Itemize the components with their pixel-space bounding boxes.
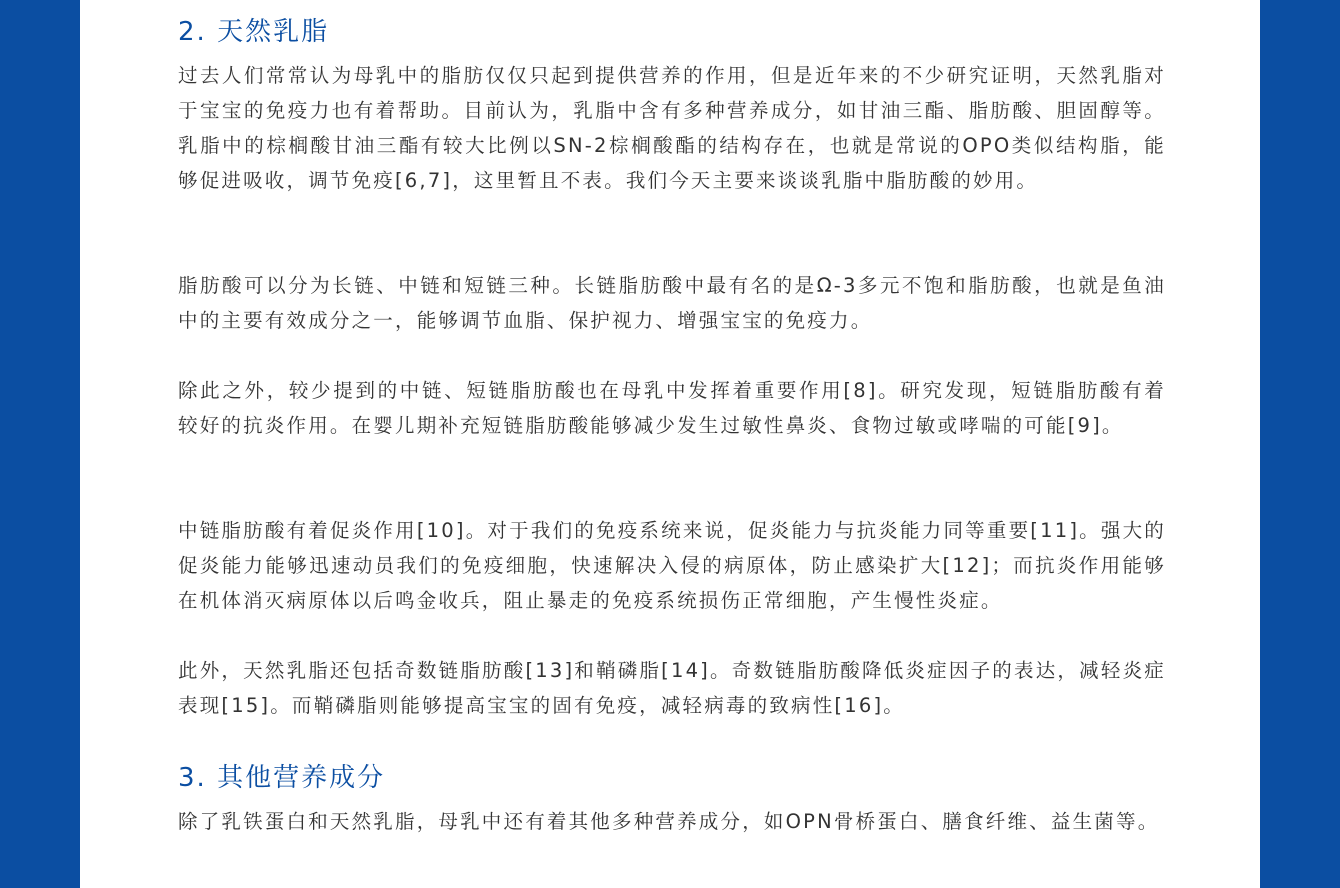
paragraph-medium-chain-fatty-acids: 中链脂肪酸有着促炎作用[10]。对于我们的免疫系统来说，促炎能力与抗炎能力同等重要[11]。强大的促炎能力能够迅速动员我们的免疫细胞，快速解决入侵的病原体，防止感染扩大[12]；而抗炎作用能够在机体消灭病原体以后鸣金收兵，阻止暴走的免疫系统损伤正常细胞，产生慢性炎症。 (178, 519, 1166, 612)
article-page (80, 0, 1260, 888)
paragraph-other-nutrients: 除了乳铁蛋白和天然乳脂，母乳中还有着其他多种营养成分，如OPN骨桥蛋白、膳食纤维、益生菌等。 (178, 810, 1160, 833)
paragraph-short-chain-fatty-acids: 除此之外，较少提到的中链、短链脂肪酸也在母乳中发挥着重要作用[8]。研究发现，短链脂肪酸有着较好的抗炎作用。在婴儿期补充短链脂肪酸能够减少发生过敏性鼻炎、食物过敏或哮喘的可能[9]。 (178, 379, 1166, 437)
paragraph-fatty-acid-types: 脂肪酸可以分为长链、中链和短链三种。长链脂肪酸中最有名的是Ω-3多元不饱和脂肪酸，也就是鱼油中的主要有效成分之一，能够调节血脂、保护视力、增强宝宝的免疫力。 (178, 274, 1166, 332)
section-heading-natural-milk-fat: 2. 天然乳脂 (178, 17, 330, 47)
paragraph-milk-fat-intro: 过去人们常常认为母乳中的脂肪仅仅只起到提供营养的作用，但是近年来的不少研究证明，天然乳脂对于宝宝的免疫力也有着帮助。目前认为，乳脂中含有多种营养成分，如甘油三酯、脂肪酸、胆固醇等。乳脂中的棕榈酸甘油三酯有较大比例以SN-2棕榈酸酯的结构存在，也就是常说的OPO类似结构脂，能够促进吸收，调节免疫[6,7]，这里暂且不表。我们今天主要来谈谈乳脂中脂肪酸的妙用。 (178, 64, 1166, 192)
paragraph-odd-chain-and-sphingomyelin: 此外，天然乳脂还包括奇数链脂肪酸[13]和鞘磷脂[14]。奇数链脂肪酸降低炎症因子的表达，减轻炎症表现[15]。而鞘磷脂则能够提高宝宝的固有免疫，减轻病毒的致病性[16]。 (178, 659, 1166, 717)
section-heading-other-nutrients: 3. 其他营养成分 (178, 763, 386, 793)
